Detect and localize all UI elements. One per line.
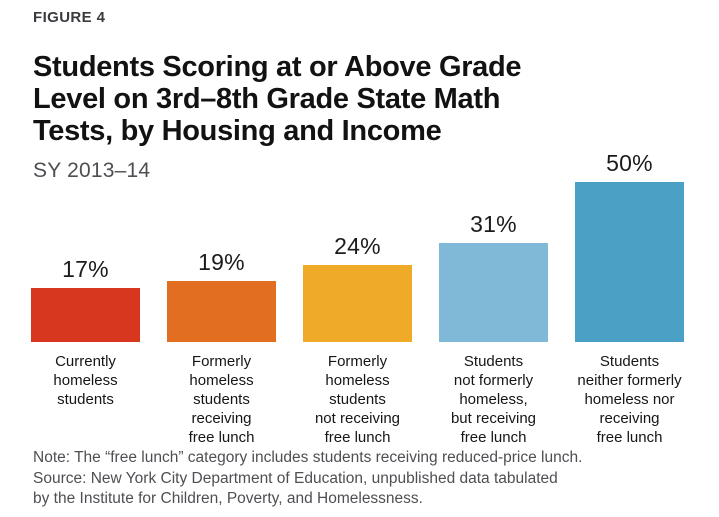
category-label <box>421 352 567 447</box>
category-label-line: Formerly <box>191 353 252 370</box>
category-label-line: not formerly <box>453 372 534 389</box>
category-label-line: Students <box>599 353 660 370</box>
bar-2 <box>167 281 276 342</box>
bar-4 <box>439 243 548 342</box>
category-label-line: students <box>193 391 250 408</box>
bar-value-label: 19% <box>198 249 245 275</box>
category-label-line: not receiving <box>314 410 401 427</box>
category-label-line: homeless <box>189 372 254 389</box>
category-label-line: students <box>329 391 386 408</box>
category-label-line: receiving <box>599 410 660 427</box>
category-label-line: but receiving <box>450 410 537 427</box>
bar-1 <box>31 288 140 342</box>
source-text-line: Source: New York City Department of Education, unpublished data tabulated <box>33 469 558 487</box>
category-label-line: free lunch <box>596 429 663 446</box>
category-label-line: Currently <box>55 353 116 370</box>
category-label-line: homeless nor <box>584 391 675 408</box>
category-label-line: receiving <box>191 410 252 427</box>
bar-value-label: 17% <box>62 256 109 282</box>
category-label-line: free lunch <box>324 429 391 446</box>
category-label <box>557 352 703 447</box>
bar-value-label: 50% <box>606 150 653 176</box>
category-label <box>285 352 431 447</box>
chart-title-line: Students Scoring at or Above Grade <box>33 51 522 83</box>
category-label-line: homeless, <box>459 391 528 408</box>
category-label-line: homeless <box>53 372 118 389</box>
chart-title-line: Level on 3rd–8th Grade State Math <box>33 83 501 115</box>
figure-label: FIGURE 4 <box>33 9 106 26</box>
category-label <box>13 352 159 409</box>
bar-3 <box>303 265 412 342</box>
category-label-line: neither formerly <box>577 372 682 389</box>
bar-5 <box>575 182 684 342</box>
category-label-line: students <box>57 391 114 408</box>
category-label-line: Students <box>463 353 524 370</box>
note-text: Note: The “free lunch” category includes students receiving reduced-price lunch. <box>33 449 583 466</box>
source-text-line: by the Institute for Children, Poverty, and Homelessness. <box>33 490 423 507</box>
category-label <box>149 352 295 447</box>
footnote <box>33 448 693 510</box>
chart-title-line: Tests, by Housing and Income <box>33 115 442 147</box>
category-label-line: Formerly <box>327 353 388 370</box>
category-label-line: free lunch <box>188 429 255 446</box>
category-label-line: free lunch <box>460 429 527 446</box>
bar-value-label: 24% <box>334 233 381 259</box>
category-label-line: homeless <box>325 372 390 389</box>
bar-value-label: 31% <box>470 211 517 237</box>
chart-subtitle: SY 2013–14 <box>33 159 151 182</box>
